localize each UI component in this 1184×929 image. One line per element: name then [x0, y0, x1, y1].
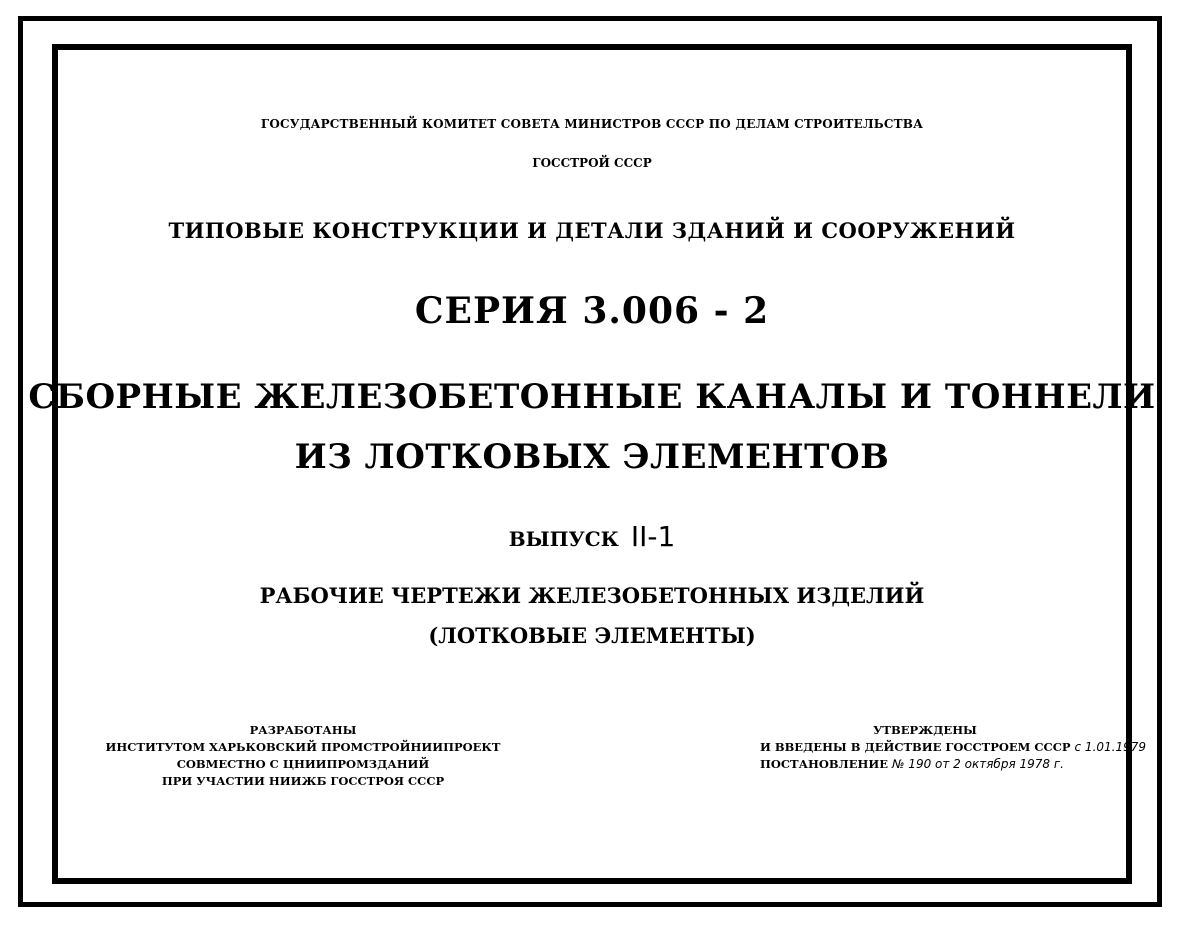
developed-by-block	[98, 722, 508, 790]
developed-line3: ПРИ УЧАСТИИ НИИЖБ ГОССТРОЯ СССР	[161, 774, 445, 788]
typical-constructions-heading: ТИПОВЫЕ КОНСТРУКЦИИ И ДЕТАЛИ ЗДАНИЙ И СООРУЖЕНИЙ	[168, 218, 1016, 243]
subtitle-line2: (ЛОТКОВЫЕ ЭЛЕМЕНТЫ)	[428, 623, 756, 648]
issue-number: II-1	[630, 520, 676, 553]
approved-line1-text: И ВВЕДЕНЫ В ДЕЙСТВИЕ ГОССТРОЕМ СССР	[760, 740, 1071, 754]
document-title-line1: СБОРНЫЕ ЖЕЛЕЗОБЕТОННЫЕ КАНАЛЫ И ТОННЕЛИ	[28, 377, 1156, 417]
approved-line2	[760, 756, 1090, 773]
approved-line1	[760, 739, 1146, 756]
approved-line2-text: ПОСТАНОВЛЕНИЕ	[760, 757, 888, 771]
decree-handwritten: № 190 от 2 октября 1978 г.	[892, 757, 1064, 771]
gosstroy-heading: ГОССТРОЙ СССР	[532, 156, 652, 170]
subtitle-line1: РАБОЧИЕ ЧЕРТЕЖИ ЖЕЛЕЗОБЕТОННЫХ ИЗДЕЛИЙ	[259, 583, 925, 608]
issue-line	[0, 520, 1184, 553]
developed-line2: СОВМЕСТНО С ЦНИИПРОМЗДАНИЙ	[176, 757, 430, 771]
approved-title: УТВЕРЖДЕНЫ	[873, 723, 977, 737]
developed-title: РАЗРАБОТАНЫ	[249, 723, 357, 737]
series-number: СЕРИЯ 3.006 - 2	[414, 290, 770, 332]
document-title-line2: ИЗ ЛОТКОВЫХ ЭЛЕМЕНТОВ	[294, 437, 890, 477]
issue-label: ВЫПУСК	[508, 527, 619, 551]
developed-line1: ИНСТИТУТОМ ХАРЬКОВСКИЙ ПРОМСТРОЙНИИПРОЕКТ	[105, 740, 501, 754]
approved-date-handwritten: с 1.01.1979	[1074, 740, 1146, 754]
committee-heading: ГОСУДАРСТВЕННЫЙ КОМИТЕТ СОВЕТА МИНИСТРОВ СССР ПО ДЕЛАМ СТРОИТЕЛЬСТВА	[260, 117, 924, 131]
approved-block	[760, 722, 1146, 773]
